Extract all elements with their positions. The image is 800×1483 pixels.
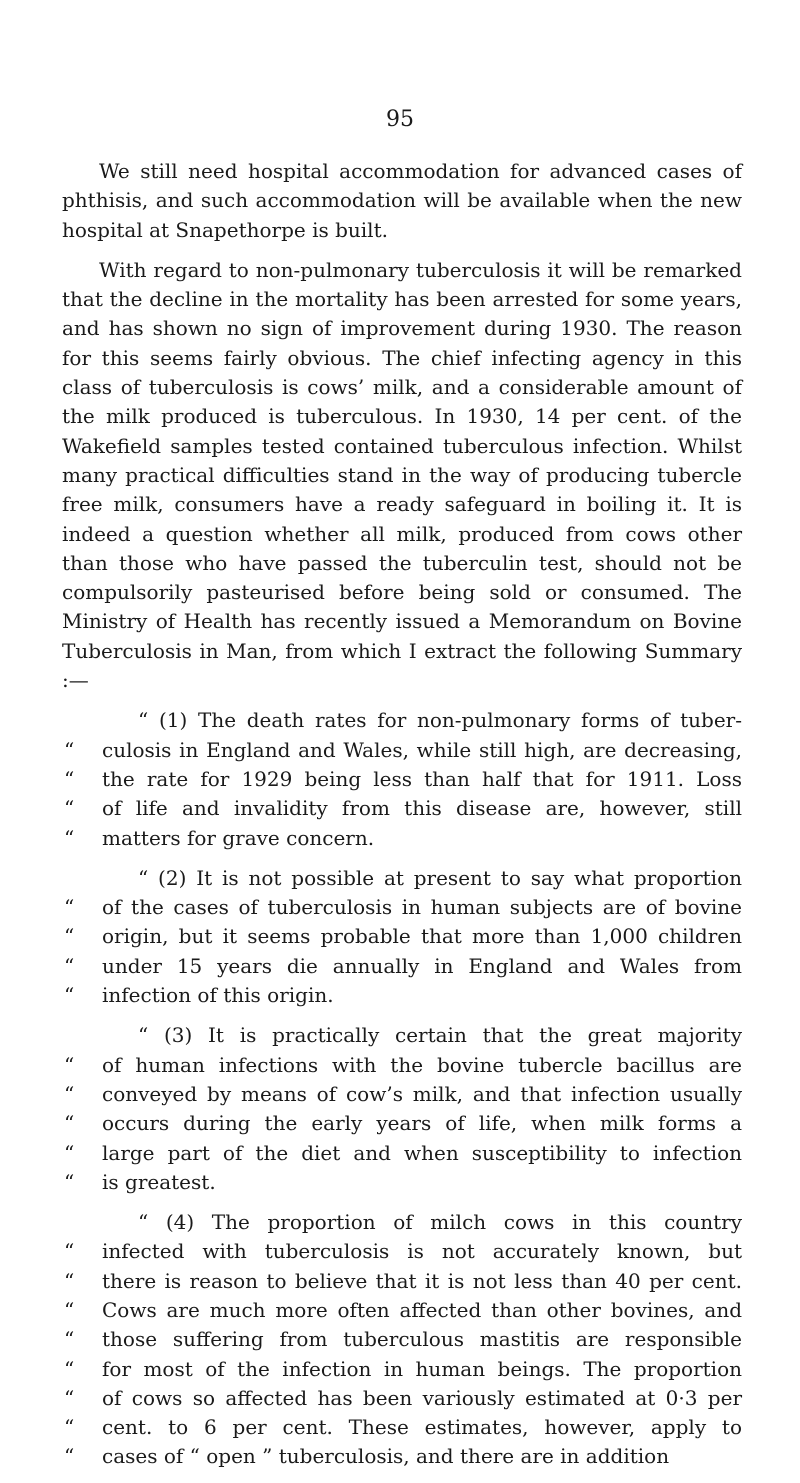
quote-text: culosis in England and Wales, while still high, are decreasing, xyxy=(102,737,742,762)
quote-line xyxy=(62,824,742,853)
quote-line xyxy=(62,922,742,951)
quote-text: “ (2) It is not possible at present to say what proportion xyxy=(138,865,742,890)
quote-mark: “ xyxy=(64,1111,75,1136)
quote-mark: “ xyxy=(64,1140,75,1165)
quote-line xyxy=(62,1413,742,1442)
quote-text: cases of “ open ” tuberculosis, and there are in addition xyxy=(102,1444,670,1469)
quote-mark: “ xyxy=(64,983,75,1008)
quote-text: is greatest. xyxy=(102,1169,216,1194)
quote-mark: “ xyxy=(64,1444,75,1469)
quote-mark: “ xyxy=(64,1239,75,1264)
quote-mark: “ xyxy=(64,1385,75,1410)
quote-mark: “ xyxy=(64,895,75,920)
quote-text: those suffering from tuberculous mastitis are responsible xyxy=(102,1327,742,1352)
quote-mark: “ xyxy=(64,766,75,791)
quote-text: of the cases of tuberculosis in human subjects are of bovine xyxy=(102,895,742,920)
quote-line xyxy=(62,1139,742,1168)
quote-mark: “ xyxy=(64,953,75,978)
quote-line xyxy=(62,706,742,735)
summary-item xyxy=(62,1021,742,1197)
quote-mark: “ xyxy=(64,1169,75,1194)
summary-item xyxy=(62,706,742,852)
quote-text: conveyed by means of cow’s milk, and that infection usually xyxy=(102,1081,742,1106)
quote-line xyxy=(62,864,742,893)
quote-line xyxy=(62,1168,742,1197)
quote-text: for most of the infection in human beings. The proportion xyxy=(102,1356,742,1381)
quote-text: infection of this origin. xyxy=(102,983,334,1008)
quote-line xyxy=(62,765,742,794)
quote-mark: “ xyxy=(64,1268,75,1293)
quote-text: matters for grave concern. xyxy=(102,825,375,850)
quote-line xyxy=(62,1051,742,1080)
quote-line xyxy=(62,1384,742,1413)
quote-mark: “ xyxy=(64,924,75,949)
quote-mark: “ xyxy=(64,1297,75,1322)
quote-line xyxy=(62,1355,742,1384)
quote-mark: “ xyxy=(64,1415,75,1440)
summary-item xyxy=(62,1208,742,1472)
quote-mark: “ xyxy=(64,825,75,850)
quote-line xyxy=(62,1237,742,1266)
quote-text: “ (4) The proportion of milch cows in this country xyxy=(138,1210,742,1235)
paragraph: We still need hospital accommodation for advanced cases of phthisis, and such accommodation will be available when the new hospital at Snapethorpe is built. xyxy=(62,159,742,242)
quote-text: there is reason to believe that it is not less than 40 per cent. xyxy=(102,1268,742,1293)
quote-text: “ (3) It is practically certain that the great majority xyxy=(138,1023,742,1048)
quote-line xyxy=(62,1325,742,1354)
quote-line xyxy=(62,1267,742,1296)
quote-line xyxy=(62,1021,742,1050)
quoted-summary xyxy=(62,706,742,1471)
quote-text: origin, but it seems probable that more than 1,000 children xyxy=(102,924,742,949)
quote-line xyxy=(62,893,742,922)
quote-line xyxy=(62,981,742,1010)
quote-mark: “ xyxy=(64,1327,75,1352)
quote-text: of human infections with the bovine tubercle bacillus are xyxy=(102,1052,742,1077)
quote-text: Cows are much more often affected than other bovines, and xyxy=(102,1297,742,1322)
summary-item xyxy=(62,864,742,1010)
quote-mark: “ xyxy=(64,1052,75,1077)
quote-line xyxy=(62,952,742,981)
quote-text: occurs during the early years of life, when milk forms a xyxy=(102,1111,742,1136)
paragraph: With regard to non-pulmonary tuberculosis it will be remarked that the decline in the mortality has been arrested for some years, and has shown no sign of improvement during 1930. The reason for this seems fairly obvious. The chief infecting agency in this class of tuberculosis is cows’ milk, and a considerable amount of the milk produced is tuberculous. In 1930, 14 per cent. of the Wakefield samples tested contained tuberculous infection. Whilst many practical difficulties stand in the way of producing tubercle free milk, consumers have a ready safeguard in boiling it. It is indeed a question whether all milk, produced from cows other than those who have passed the tuberculin test, should not be compulsorily pasteurised before being sold or consumed. The Ministry of Health has recently issued a Memorandum on Bovine Tuberculosis in Man, from which I extract the following Summary :— xyxy=(62,257,742,693)
quote-text: “ (1) The death rates for non-pulmonary forms of tuber- xyxy=(138,708,742,733)
quote-line xyxy=(62,1080,742,1109)
quote-line xyxy=(62,1296,742,1325)
quote-mark: “ xyxy=(64,1356,75,1381)
quote-text: the rate for 1929 being less than half that for 1911. Loss xyxy=(102,766,742,791)
quote-text: of cows so affected has been variously estimated at 0·3 per xyxy=(102,1385,742,1410)
quote-mark: “ xyxy=(64,796,75,821)
quote-mark: “ xyxy=(64,737,75,762)
body-text xyxy=(62,157,742,1483)
quote-line xyxy=(62,1208,742,1237)
quote-text: under 15 years die annually in England and Wales from xyxy=(102,953,742,978)
quote-line xyxy=(62,1442,742,1471)
quote-mark: “ xyxy=(64,1081,75,1106)
quote-text: of life and invalidity from this disease are, however, still xyxy=(102,796,742,821)
quote-line xyxy=(62,1109,742,1138)
quote-text: large part of the diet and when susceptibility to infection xyxy=(102,1140,742,1165)
quote-text: cent. to 6 per cent. These estimates, however, apply to xyxy=(102,1415,742,1440)
quote-line xyxy=(62,794,742,823)
page-number: 95 xyxy=(386,107,414,132)
quote-text: infected with tuberculosis is not accurately known, but xyxy=(102,1239,742,1264)
quote-line xyxy=(62,736,742,765)
